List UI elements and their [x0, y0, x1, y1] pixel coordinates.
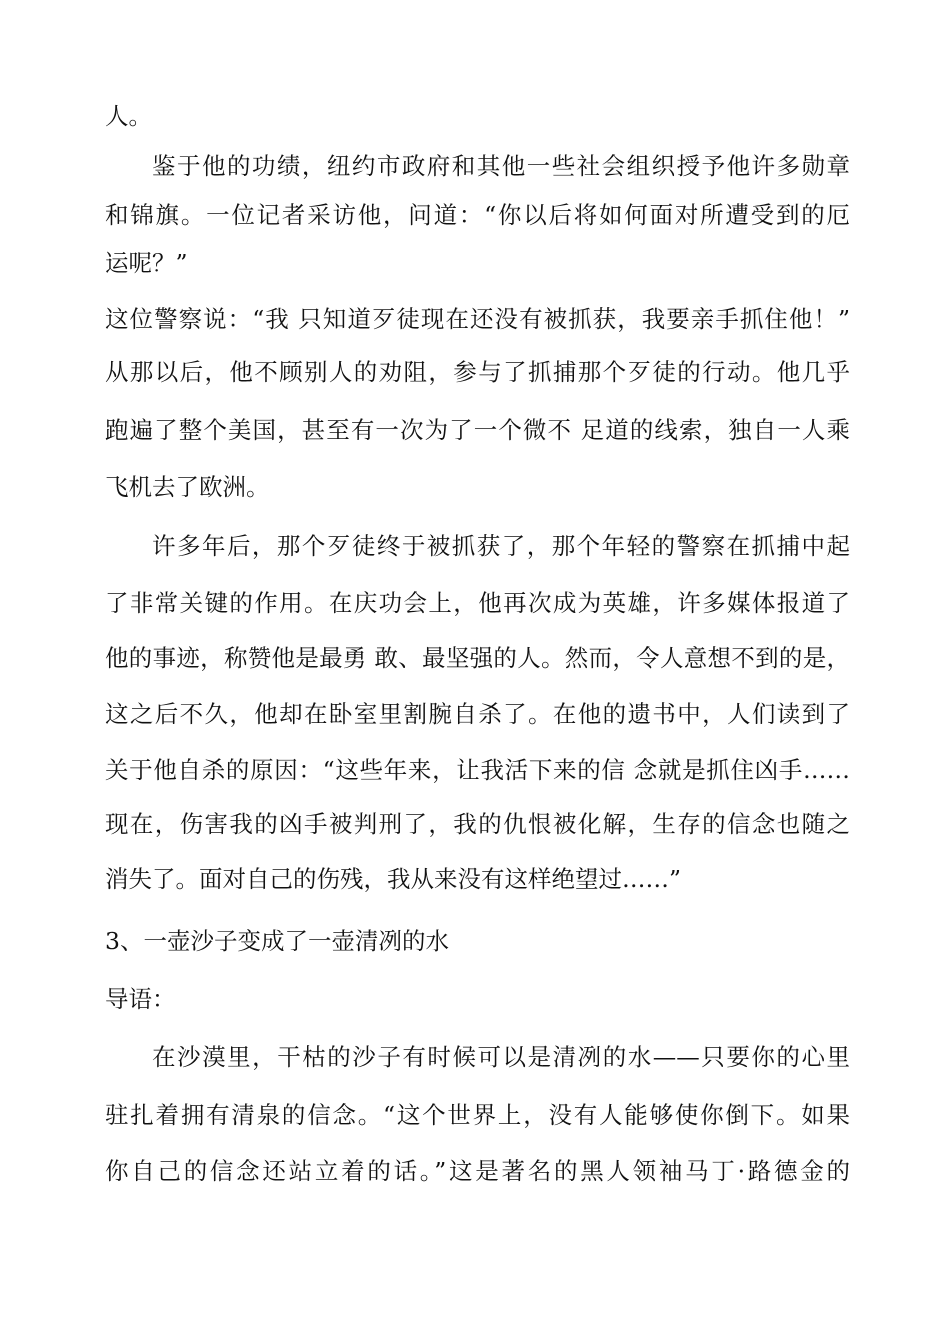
paragraph-line: 这之后不久，他却在卧室里割腕自杀了。在他的遗书中，人们读到了 — [105, 700, 850, 728]
paragraph-line: 从那以后，他不顾别人的劝阻，参与了抓捕那个歹徒的行动。他几乎 — [105, 358, 850, 386]
paragraph-line: 运呢？” — [105, 249, 188, 277]
paragraph-line: 跑遍了整个美国，甚至有一次为了一个微不 足道的线索，独自一人乘 — [105, 416, 850, 444]
paragraph-line: 你自己的信念还站立着的话。”这是著名的黑人领袖马丁·路德金的 — [105, 1157, 850, 1185]
paragraph-line: 这位警察说：“我 只知道歹徒现在还没有被抓获，我要亲手抓住他！” — [105, 305, 850, 333]
paragraph-line: 在沙漠里，干枯的沙子有时候可以是清冽的水——只要你的心里 — [152, 1043, 850, 1071]
paragraph-line: 现在，伤害我的凶手被判刑了，我的仇恨被化解，生存的信念也随之 — [105, 810, 850, 838]
intro-label: 导语： — [105, 985, 176, 1013]
paragraph-line: 驻扎着拥有清泉的信念。“这个世界上，没有人能够使你倒下。如果 — [105, 1101, 850, 1129]
paragraph-line: 了非常关键的作用。在庆功会上，他再次成为英雄，许多媒体报道了 — [105, 589, 850, 617]
paragraph-line: 鉴于他的功绩，纽约市政府和其他一些社会组织授予他许多勋章 — [152, 152, 850, 180]
section-heading: 3、一壶沙子变成了一壶清冽的水 — [105, 927, 449, 955]
paragraph-line: 消失了。面对自己的伤残，我从来没有这样绝望过……” — [105, 865, 682, 893]
paragraph-line: 许多年后，那个歹徒终于被抓获了，那个年轻的警察在抓捕中起 — [152, 532, 850, 560]
paragraph-line: 和锦旗。一位记者采访他，问道：“你以后将如何面对所遭受到的厄 — [105, 201, 850, 229]
paragraph-line: 飞机去了欧洲。 — [105, 473, 270, 501]
text-line: 人。 — [105, 102, 152, 130]
paragraph-line: 他的事迹，称赞他是最勇 敢、最坚强的人。然而，令人意想不到的是， — [105, 644, 850, 672]
paragraph-line: 关于他自杀的原因：“这些年来，让我活下来的信 念就是抓住凶手…… — [105, 756, 850, 784]
